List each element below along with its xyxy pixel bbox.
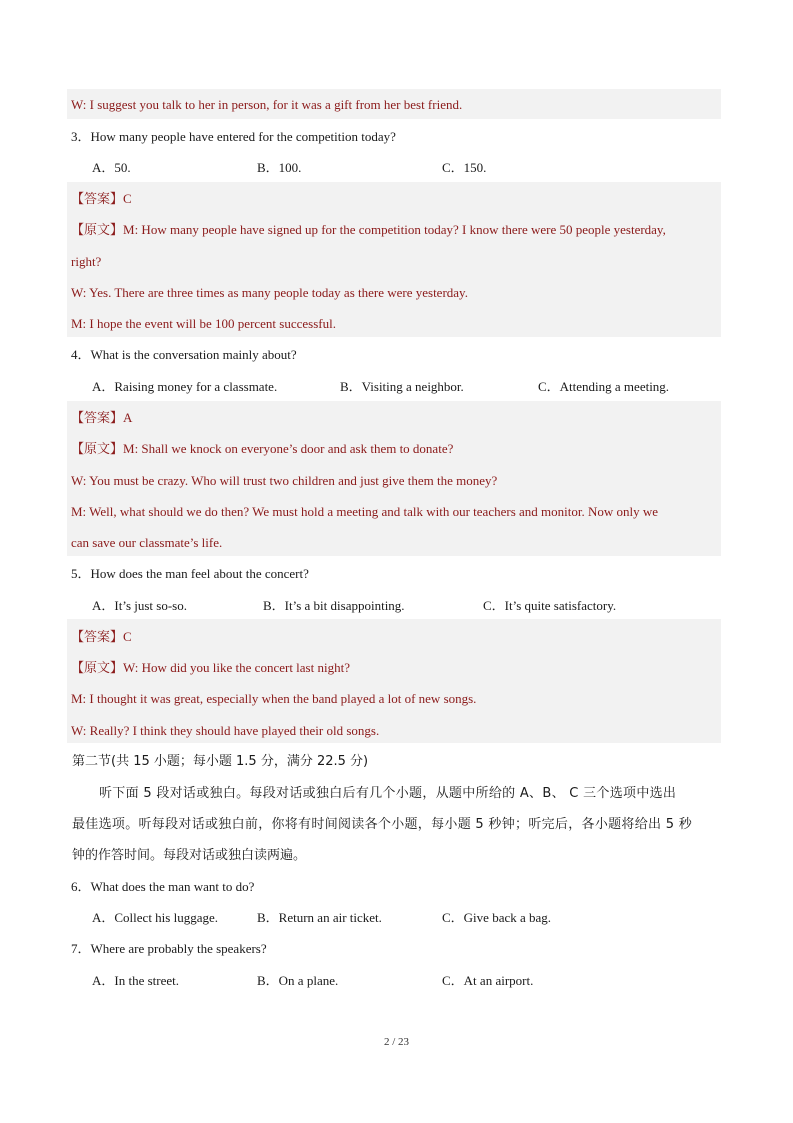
transcript-line: right? (71, 254, 102, 269)
transcript-line (71, 441, 721, 457)
answer-value: C (123, 191, 132, 206)
option-b: B．On a plane. (257, 973, 339, 988)
option-c: C．Give back a bag. (442, 910, 552, 925)
transcript-line: can save our classmate’s life. (71, 535, 223, 550)
transcript-label: 【原文】 (71, 661, 124, 676)
transcript-line: W: Really? I think they should have played their old songs. (71, 723, 380, 738)
page-number: 2 / 23 (383, 1036, 410, 1048)
answer-label: 【答案】 (71, 630, 124, 645)
instruction-line: 最佳选项。听每段对话或独白前，你将有时间阅读各个小题，每小题 5 秒钟；听完后，各小题将给出 5 秒 (72, 817, 693, 832)
answer-label: 【答案】 (71, 192, 124, 207)
question-3: 3．How many people have entered for the competition today? (71, 129, 396, 144)
option-c: C．150. (442, 160, 487, 175)
transcript-label: 【原文】 (71, 442, 124, 457)
instruction-line: 听下面 5 段对话或独白。每段对话或独白后有几个小题，从题中所给的 A、B、 C 三个选项中选出 (99, 786, 677, 801)
option-a: A．In the street. (92, 973, 180, 988)
transcript-label: 【原文】 (71, 223, 124, 238)
option-c: C．At an airport. (442, 973, 534, 988)
transcript-line: M: I hope the event will be 100 percent successful. (71, 316, 336, 331)
transcript-line: W: Yes. There are three times as many people today as there were yesterday. (71, 285, 468, 300)
answer-line (71, 410, 721, 426)
transcript-line (71, 222, 721, 238)
transcript-text: M: Shall we knock on everyone’s door and ask them to donate? (123, 441, 454, 456)
option-a: A．Raising money for a classmate. (92, 379, 278, 394)
question-5: 5．How does the man feel about the concert? (71, 566, 309, 581)
option-a: A．50. (92, 160, 131, 175)
answer-value: A (123, 410, 133, 425)
option-b: B．Return an air ticket. (257, 910, 382, 925)
answer-line (71, 191, 721, 207)
question-7: 7．Where are probably the speakers? (71, 941, 267, 956)
option-b: B．100. (257, 160, 302, 175)
transcript-line: M: Well, what should we do then? We must hold a meeting and talk with our teachers and monitor. Now only we (71, 504, 659, 519)
transcript-text: W: How did you like the concert last night? (123, 660, 350, 675)
transcript-text: M: How many people have signed up for the competition today? I know there were 50 people yesterday, (123, 222, 666, 237)
option-c: C．It’s quite satisfactory. (483, 598, 617, 613)
option-a: A．It’s just so-so. (92, 598, 187, 613)
transcript-line: M: I thought it was great, especially when the band played a lot of new songs. (71, 691, 477, 706)
answer-value: C (123, 629, 132, 644)
transcript-line (71, 660, 721, 676)
option-c: C．Attending a meeting. (538, 379, 670, 394)
section-heading: 第二节(共 15 小题；每小题 1.5 分，满分 22.5 分) (72, 754, 369, 769)
option-b: B．It’s a bit disappointing. (263, 598, 405, 613)
answer-label: 【答案】 (71, 411, 124, 426)
answer-line (71, 629, 721, 645)
transcript-line: W: I suggest you talk to her in person, for it was a gift from her best friend. (71, 97, 463, 112)
option-a: A．Collect his luggage. (92, 910, 219, 925)
question-6: 6．What does the man want to do? (71, 879, 255, 894)
option-b: B．Visiting a neighbor. (340, 379, 464, 394)
transcript-line: W: You must be crazy. Who will trust two children and just give them the money? (71, 473, 498, 488)
question-4: 4．What is the conversation mainly about? (71, 347, 297, 362)
instruction-line: 钟的作答时间。每段对话或独白读两遍。 (72, 848, 307, 863)
